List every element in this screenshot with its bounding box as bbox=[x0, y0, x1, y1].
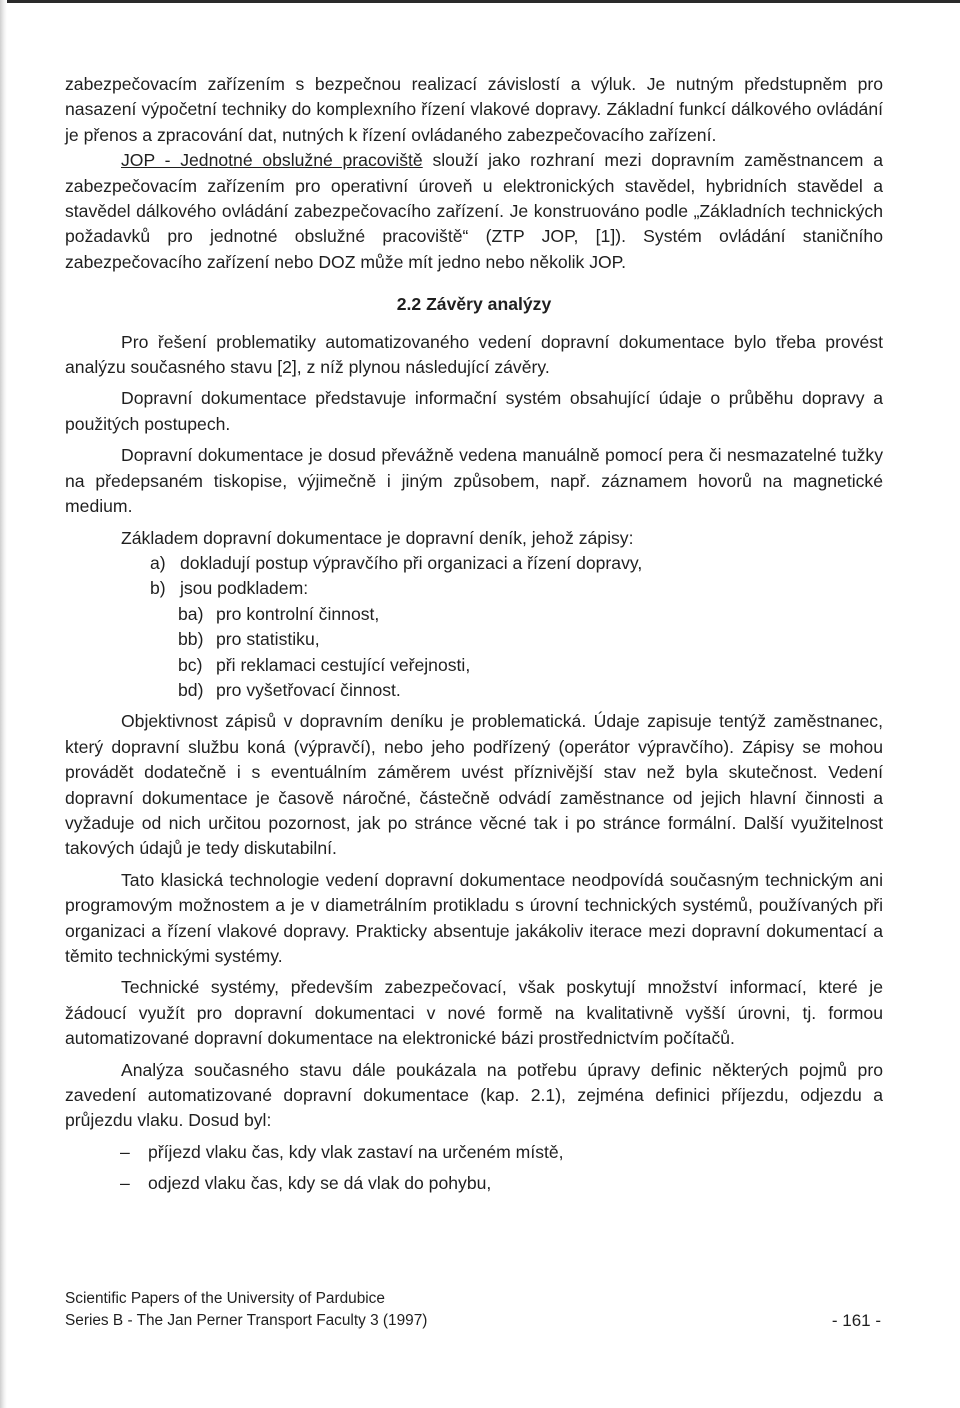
paragraph: Dopravní dokumentace představuje informační systém obsahující údaje o průběhu dopravy a použitých postupech. bbox=[65, 388, 883, 434]
sublist-marker: bc) bbox=[178, 654, 203, 675]
paragraph: Technické systémy, především zabezpečovací, však poskytují množství informací, které je žádoucí využít pro dopravní dokumentaci v nové formě na kvalitativně vyšší úrovni, tj. formou automatizované dopravní dokumentace na elektronické bázi prostřednictvím počítačů. bbox=[65, 977, 883, 1049]
sublist-marker: bd) bbox=[178, 679, 204, 700]
sublist-marker: bb) bbox=[178, 629, 204, 650]
dash-item-text: příjezd vlaku čas, kdy vlak zastaví na určeném místě, bbox=[148, 1141, 564, 1162]
list-item bbox=[65, 551, 883, 576]
definition-list bbox=[65, 1140, 883, 1197]
sublist-item-text: pro kontrolní činnost, bbox=[216, 603, 380, 624]
page-body bbox=[65, 72, 883, 1197]
sublist-item bbox=[65, 678, 883, 703]
dash-marker: – bbox=[120, 1173, 130, 1194]
paragraph: Základem dopravní dokumentace je dopravní deník, jehož zápisy: bbox=[121, 527, 634, 548]
scan-edge-shadow bbox=[0, 0, 7, 1408]
page-top-border bbox=[0, 0, 960, 3]
list-item-text: dokladují postup výpravčího při organizaci a řízení dopravy, bbox=[180, 552, 643, 573]
footer-journal: Scientific Papers of the University of Pardubice bbox=[65, 1290, 385, 1307]
sublist-item bbox=[65, 602, 883, 627]
list-marker: a) bbox=[150, 552, 166, 573]
paragraph: zabezpečovacím zařízením s bezpečnou realizací závislostí a výluk. Je nutným předstupněm pro nasazení výpočetní techniky do komplexního řízení vlakové dopravy. Základní funkcí dálkového ovládání je přenos a zpracování dat, nutných k řízení ovládaného zabezpečovacího zařízení. bbox=[65, 74, 883, 145]
section-heading: 2.2 Závěry analýzy bbox=[396, 294, 552, 315]
sublist-item-text: pro statistiku, bbox=[216, 629, 320, 650]
sublist-item bbox=[65, 627, 883, 652]
sublist-item-text: pro vyšetřovací činnost. bbox=[216, 679, 401, 700]
paragraph-text: slouží jako rozhraní mezi dopravním zaměstnancem a zabezpečovacím zařízením pro operativní úroveň u elektronických stavědel, hybridních stavědel a stavědel dálkového ovládání zabezpečovacího zařízení. Je konstruováno podle „Základních technických požadavků pro jednotné obslužné pracoviště“ (ZTP JOP, [1]). Systém ovládání staničního zabezpečovacího zařízení nebo DOZ může mít jedno nebo několik JOP. bbox=[65, 150, 883, 272]
deník-list bbox=[65, 551, 883, 703]
page-number: - 161 - bbox=[831, 1311, 881, 1330]
dash-item bbox=[65, 1171, 883, 1196]
dash-item bbox=[65, 1140, 883, 1165]
list-item bbox=[65, 576, 883, 601]
sublist-marker: ba) bbox=[178, 603, 204, 624]
sublist-item-text: při reklamaci cestující veřejnosti, bbox=[216, 654, 471, 675]
page-footer bbox=[65, 1288, 883, 1332]
list-item-text: jsou podkladem: bbox=[180, 578, 309, 599]
paragraph: Dopravní dokumentace je dosud převážně vedena manuálně pomocí pera či nesmazatelné tužky na předepsaném tiskopise, výjimečně i jiným způsobem, např. záznamem hovorů na magnetické medium. bbox=[65, 445, 883, 517]
paragraph: Objektivnost zápisů v dopravním deníku je problematická. Údaje zapisuje tentýž zaměstnanec, který dopravní službu koná (výpravčí), nebo jeho podřízený (operátor výpravčího). Zápisy se mohou provádět dodatečně i s eventuálním záměrem uvést příznivější stav než byla skutečnost. Vedení dopravní dokumentace je časově náročné, částečně odvádí zaměstnance od jejich hlavní činnosti a vyžaduje od nich určitou pozornost, jak po stránce věcné tak i po stránce formální. Další využitelnost takových údajů je tedy diskutabilní. bbox=[65, 711, 883, 859]
footer-series: Series B - The Jan Perner Transport Faculty 3 (1997) bbox=[65, 1312, 428, 1329]
jop-abbreviation: JOP - Jednotné obslužné pracoviště bbox=[121, 150, 423, 171]
paragraph: Analýza současného stavu dále poukázala na potřebu úpravy definic některých pojmů pro zavedení automatizované dopravní dokumentace (kap. 2.1), zejména definici příjezdu, odjezdu a průjezdu vlaku. Dosud byl: bbox=[65, 1059, 883, 1131]
paragraph: Tato klasická technologie vedení dopravní dokumentace neodpovídá současným technickým ani programovým možnostem a je v diametrálním protikladu s úrovní technických systémů, používaných při organizaci a řízení vlakové dopravy. Prakticky absentuje jakákoliv iterace mezi dopravní dokumentací a těmito technickými systémy. bbox=[65, 869, 883, 966]
dash-item-text: odjezd vlaku čas, kdy se dá vlak do pohybu, bbox=[148, 1173, 492, 1194]
sublist-item bbox=[65, 653, 883, 678]
paragraph-jop bbox=[65, 148, 883, 275]
paragraph: Pro řešení problematiky automatizovaného vedení dopravní dokumentace bylo třeba provést analýzu současného stavu [2], z níž plynou následující závěry. bbox=[65, 331, 883, 378]
dash-marker: – bbox=[120, 1141, 130, 1162]
list-marker: b) bbox=[150, 578, 166, 599]
